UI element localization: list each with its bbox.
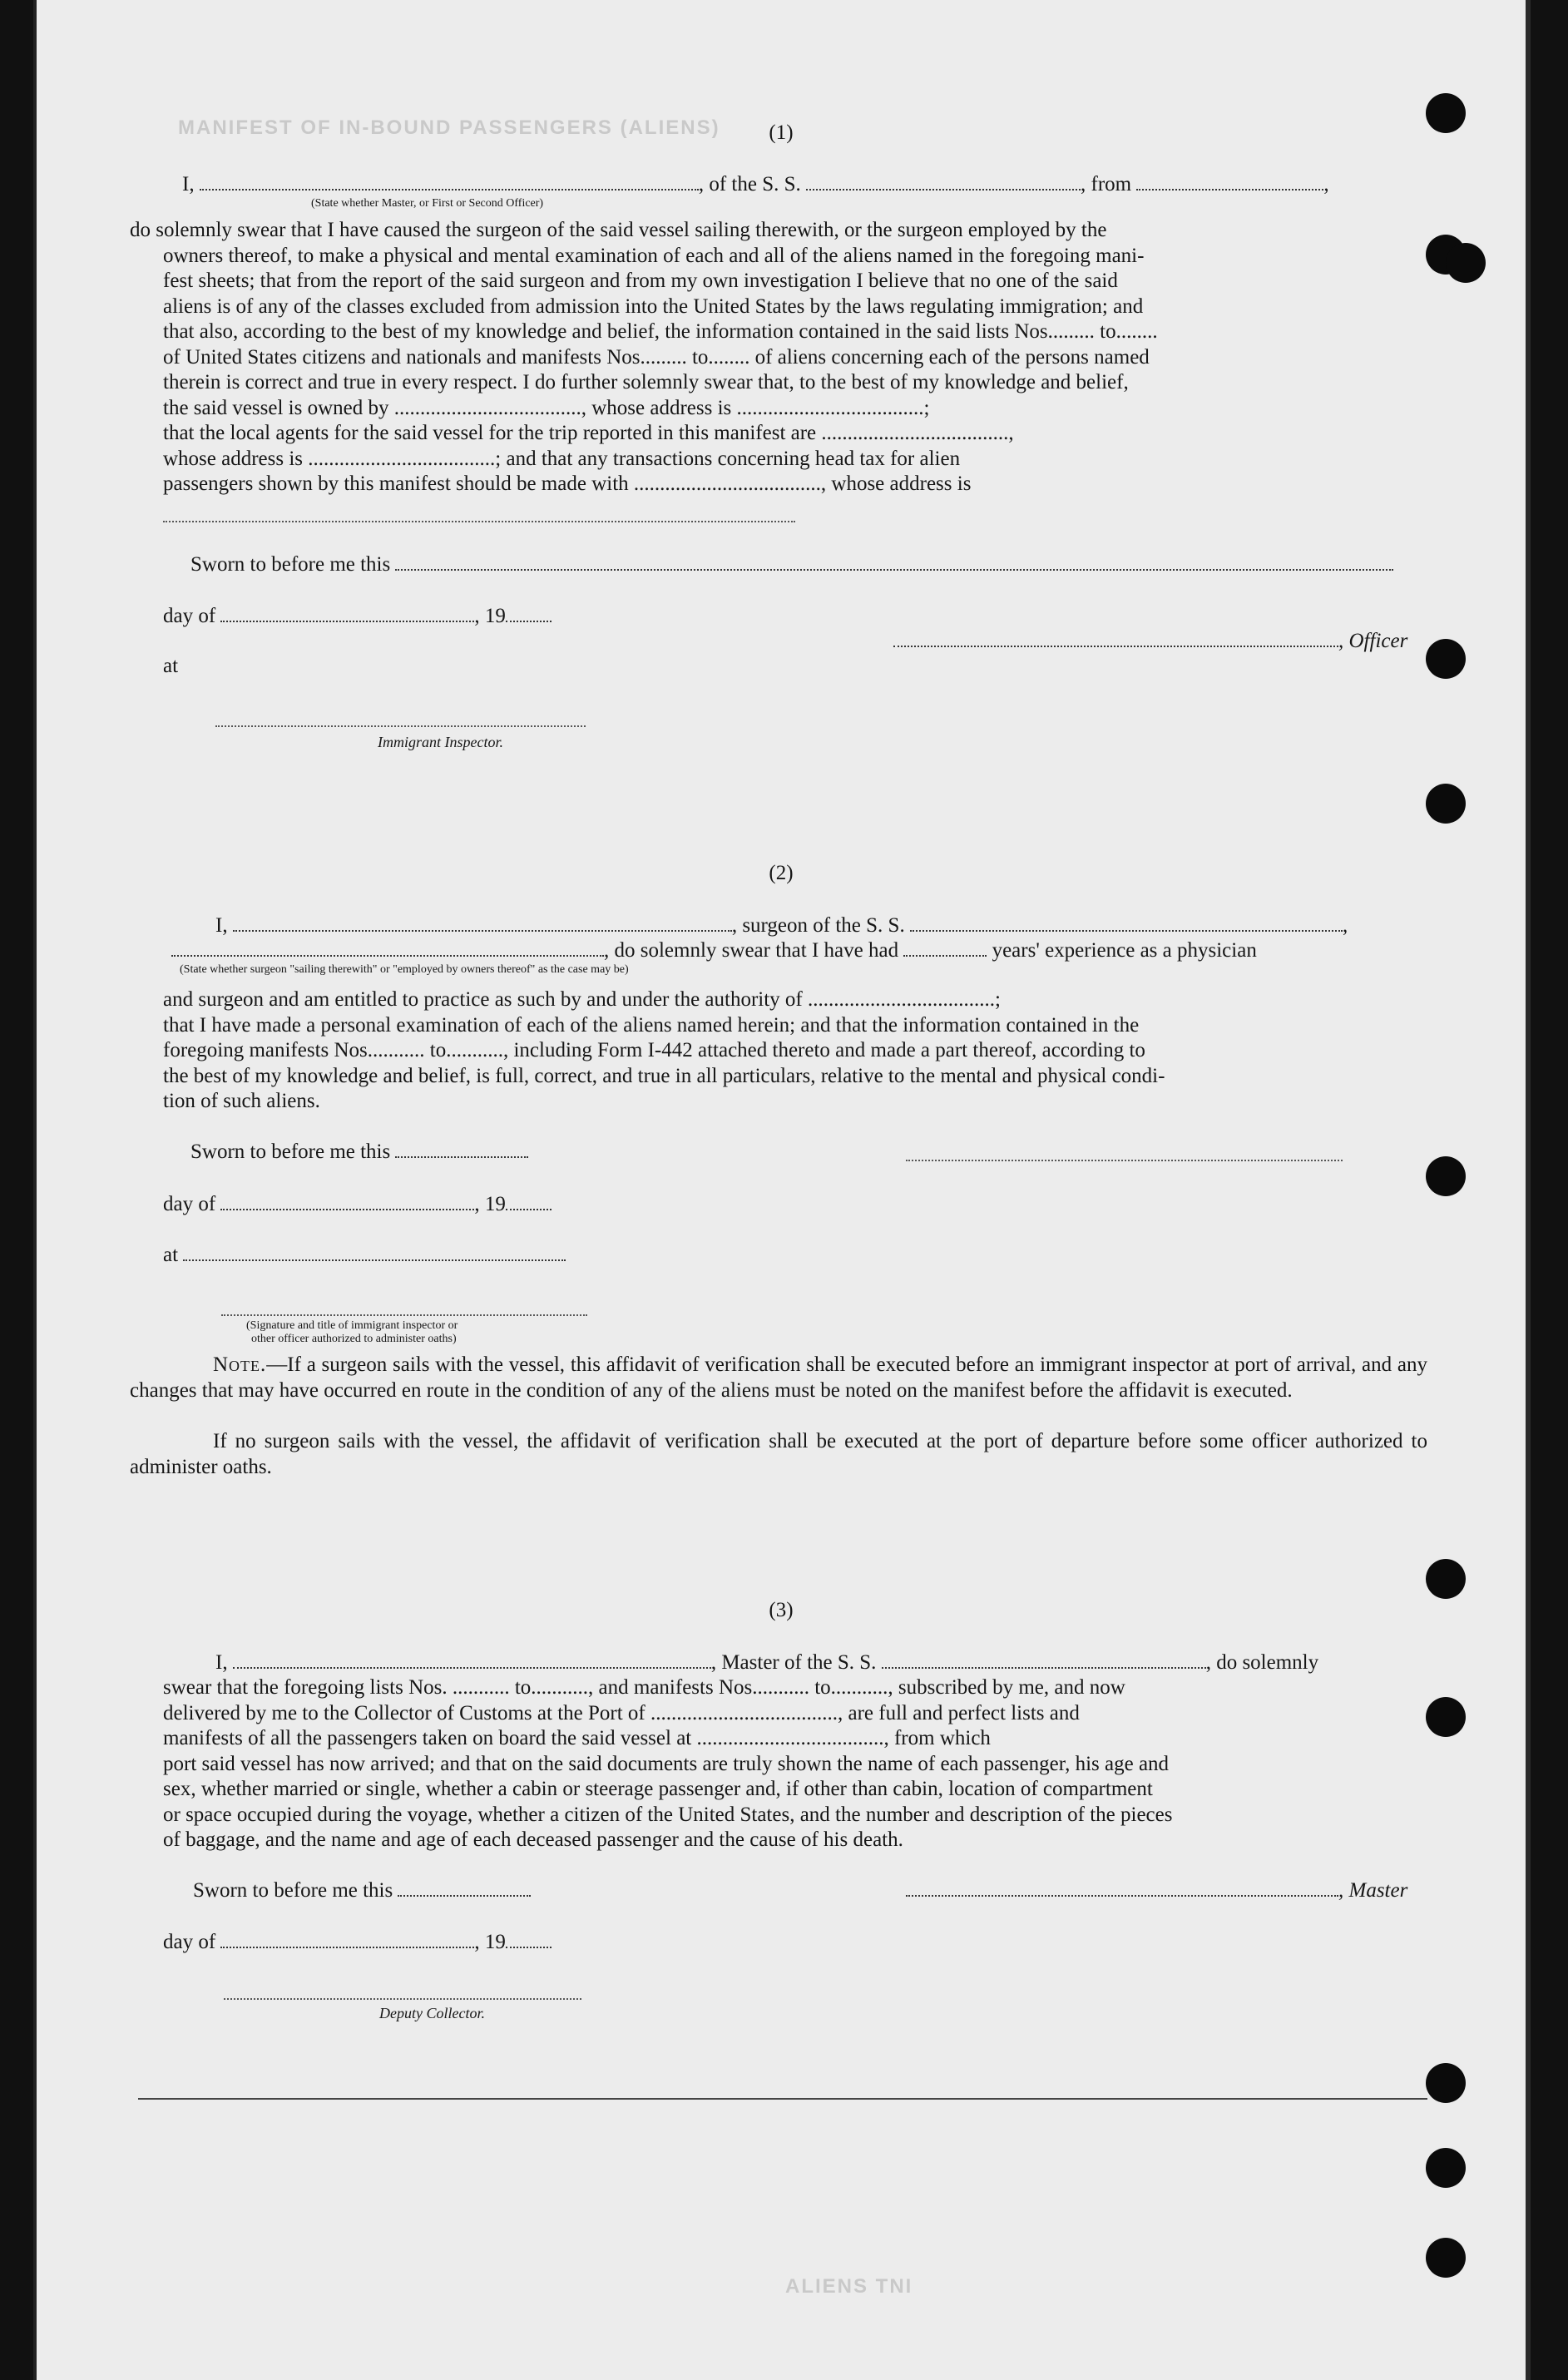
section-1-line-1-caption: (State whether Master, or First or Second Officer) xyxy=(311,197,544,210)
punch-hole xyxy=(1426,1559,1466,1599)
section-3-paragraph-line: sex, whether married or single, whether a cabin or steerage passenger and, if other than cabin, location of compartment xyxy=(163,1778,1153,1800)
section-1-number: (1) xyxy=(769,121,794,144)
section-1-paragraph-line: that the local agents for the said vessel for the trip reported in this manifest are ...................................., xyxy=(163,422,1014,444)
punch-hole xyxy=(1426,2238,1466,2278)
section-3-collector-signature-line xyxy=(224,1998,581,2000)
note-label: Note. xyxy=(213,1353,267,1376)
section-3-paragraph-line: swear that the foregoing lists Nos. ........... to..........., and manifests Nos........... to..........., subscribed by me, and now xyxy=(163,1676,1125,1699)
punch-hole xyxy=(1426,1697,1466,1737)
section-2-paragraph-line: that I have made a personal examination of each of the aliens named herein; and that the information contained in the xyxy=(163,1013,1140,1037)
section-2-signature-caption: other officer authorized to administer oaths) xyxy=(251,1333,457,1345)
section-1-paragraph-line: fest sheets; that from the report of the said surgeon and from my own investigation I believe that no one of the said xyxy=(163,270,1118,292)
section-2-signature-caption: (Signature and title of immigrant inspector or xyxy=(246,1319,458,1332)
section-2-at: at xyxy=(163,1243,566,1268)
bleed-through-text: MANIFEST OF IN-BOUND PASSENGERS (ALIENS) xyxy=(178,116,720,139)
section-1-line-1: I, , of the S. S. , from , xyxy=(182,173,1329,195)
section-2-sworn: Sworn to before me this xyxy=(190,1140,528,1165)
punch-hole xyxy=(1426,2063,1466,2103)
punch-hole xyxy=(1426,639,1466,679)
section-3-number: (3) xyxy=(769,1599,794,1621)
section-3-paragraph-line: delivered by me to the Collector of Customs at the Port of ...................................., are full and perfect lists and xyxy=(163,1701,1080,1724)
section-1-paragraph-line: of United States citizens and nationals and manifests Nos......... to........ of aliens concerning each of the persons named xyxy=(163,345,1150,369)
section-1-sworn: Sworn to before me this xyxy=(190,552,1393,577)
section-3-sworn: Sworn to before me this xyxy=(193,1878,531,1903)
section-1-paragraph-line: that also, according to the best of my knowledge and belief, the information contained in the said lists Nos......... to........ xyxy=(163,320,1158,343)
section-2-paragraph-line: and surgeon and am entitled to practice as such by and under the authority of ....................................; xyxy=(163,988,1001,1011)
section-2-day-of: day of , 19 xyxy=(163,1192,552,1217)
section-1-inspector-signature-line xyxy=(215,725,586,727)
section-3-paragraph-line: port said vessel has now arrived; and that on the said documents are truly shown the name of each passenger, his age and xyxy=(163,1752,1170,1775)
punch-hole xyxy=(1426,2148,1466,2188)
bleed-through-text: ALIENS TNI xyxy=(785,2275,913,2298)
note-text-2: If no surgeon sails with the vessel, the affidavit of verification shall be executed at the port of departure before some officer authorized to administer oaths. xyxy=(130,1430,1427,1478)
section-3-paragraph-line: manifests of all the passengers taken on board the said vessel at ...................................., from which xyxy=(163,1727,991,1749)
section-2-line-1: I, , surgeon of the S. S. , xyxy=(215,914,1348,937)
section-2-signature-line xyxy=(906,1160,1343,1161)
section-2-note-2 xyxy=(130,1429,1427,1480)
section-1-paragraph xyxy=(130,218,1427,497)
section-2-number: (2) xyxy=(769,862,794,884)
section-2-paragraph-line: foregoing manifests Nos........... to..........., including Form I-442 attached thereto and made a part thereof, according to xyxy=(163,1039,1145,1061)
section-2-inspector-signature-line xyxy=(221,1314,587,1316)
section-1-at: at xyxy=(163,655,179,677)
punch-hole xyxy=(1446,243,1486,283)
section-2-line-2-caption: (State whether surgeon "sailing therewith" or "employed by owners thereof" as the case may be) xyxy=(180,963,629,976)
section-1-paragraph-line: aliens is of any of the classes excluded from admission into the United States by the laws regulating immigration; and xyxy=(163,294,1144,318)
section-1-officer: , Officer xyxy=(893,629,1407,654)
punch-hole xyxy=(1426,1156,1466,1196)
section-1-paragraph-line: the said vessel is owned by ...................................., whose address is ....................................; xyxy=(163,396,930,419)
section-3-line-1: I, , Master of the S. S. , do solemnly xyxy=(215,1651,1319,1674)
section-1-paragraph-line: whose address is ....................................; and that any transactions concerning head tax for alien xyxy=(163,447,961,470)
section-3-paragraph-line: or space occupied during the voyage, whether a citizen of the United States, and the number and description of the pieces xyxy=(163,1803,1173,1826)
section-3-paragraph xyxy=(130,1675,1427,1853)
section-1-day-of: day of , 19 xyxy=(163,604,552,629)
section-3-master: , Master xyxy=(906,1878,1407,1903)
section-1-paragraph-line: do solemnly swear that I have caused the surgeon of the said vessel sailing therewith, or the surgeon employed by the xyxy=(130,219,1107,241)
document-page xyxy=(33,0,1531,2380)
section-1-paragraph-line: therein is correct and true in every respect. I do further solemnly swear that, to the best of my knowledge and belief, xyxy=(163,371,1129,393)
section-3-day-of: day of , 19 xyxy=(163,1930,552,1955)
section-2-line-2: , do solemnly swear that I have had years' experience as a physician xyxy=(171,938,1257,963)
note-text: —If a surgeon sails with the vessel, this affidavit of verification shall be executed before an immigrant inspector at port of arrival, and any changes that may have occurred en route in the condition of any of the aliens must be noted on the manifest before the affidavit is executed. xyxy=(130,1353,1427,1402)
section-1-inspector-label: Immigrant Inspector. xyxy=(378,734,503,750)
section-2-paragraph xyxy=(163,987,1427,1115)
section-1-paragraph-line: owners thereof, to make a physical and mental examination of each and all of the aliens named in the foregoing mani- xyxy=(163,244,1145,267)
section-3-paragraph-line: of baggage, and the name and age of each deceased passenger and the cause of his death. xyxy=(163,1828,903,1851)
punch-hole xyxy=(1426,784,1466,824)
section-2-paragraph-line: the best of my knowledge and belief, is full, correct, and true in all particulars, relative to the mental and physical condi- xyxy=(163,1064,1165,1087)
bottom-rule xyxy=(138,2098,1427,2100)
section-2-paragraph-line: tion of such aliens. xyxy=(163,1090,320,1112)
section-1-paragraph-line: passengers shown by this manifest should be made with ...................................., whose address is xyxy=(163,473,972,495)
section-1-address-line xyxy=(163,521,795,522)
section-3-deputy-label: Deputy Collector. xyxy=(379,2005,485,2021)
section-2-note xyxy=(130,1353,1427,1403)
